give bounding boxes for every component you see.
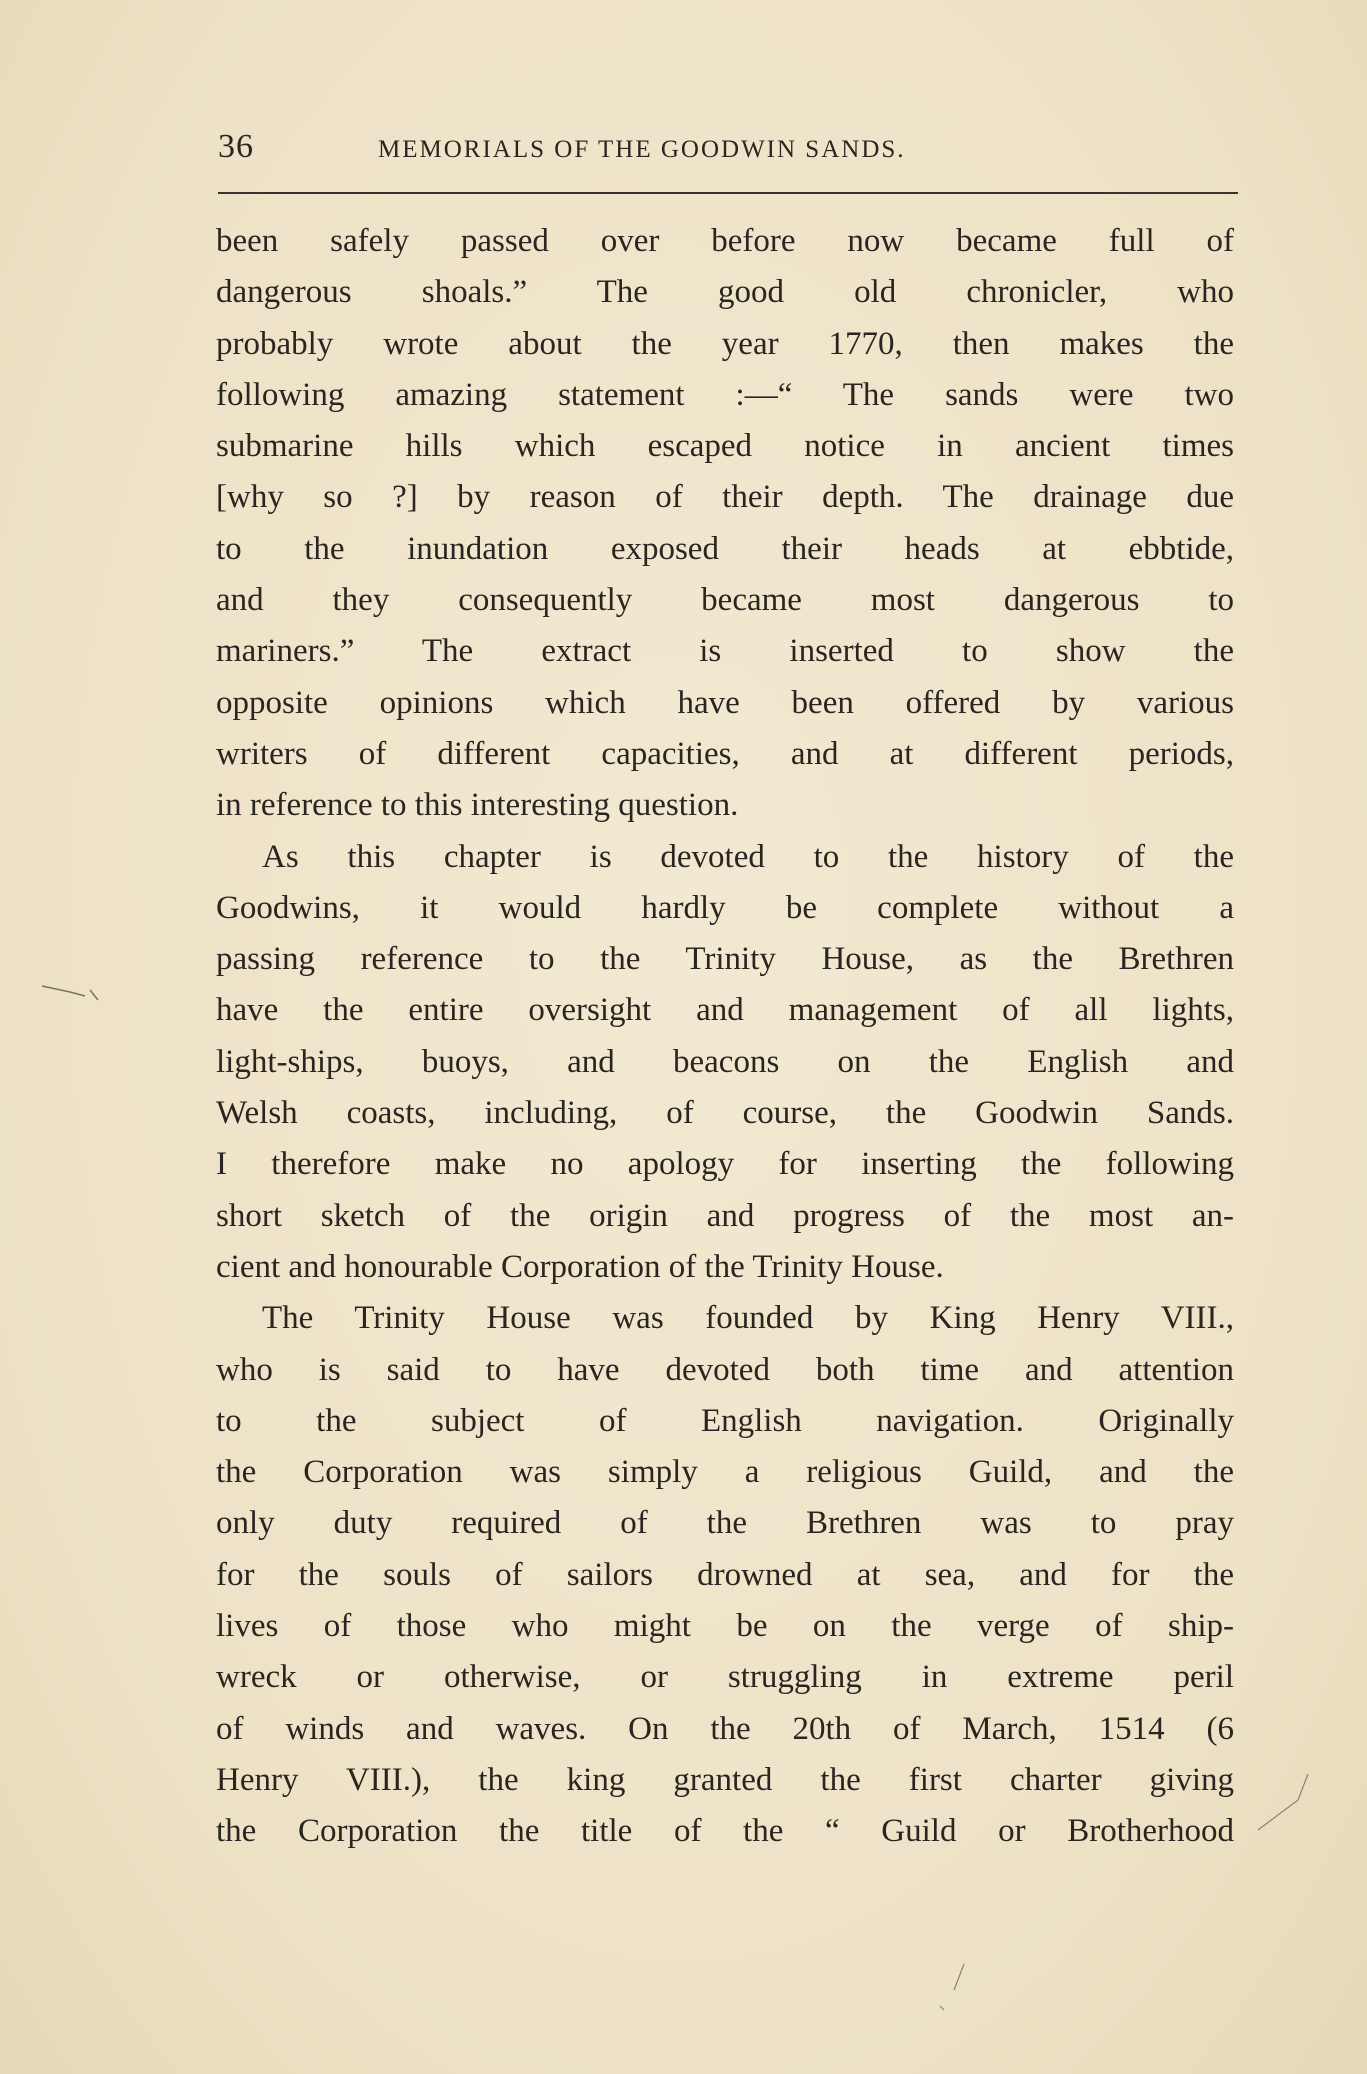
text-line: light-ships, buoys, and beacons on the English and — [216, 1043, 1234, 1080]
text-line: lives of those who might be on the verge of ship- — [216, 1608, 1234, 1645]
text-line: of winds and waves. On the 20th of March, 1514 (6 — [216, 1710, 1234, 1747]
text-line: opposite opinions which have been offered by various — [216, 684, 1234, 721]
text-line: dangerous shoals.” The good old chronicler, who — [216, 274, 1234, 311]
paragraph-start-line: The Trinity House was founded by King Henry VIII., — [262, 1300, 1234, 1337]
text-line: Henry VIII.), the king granted the first charter giving — [216, 1761, 1234, 1798]
pencil-mark-icon — [1248, 1770, 1318, 1840]
pencil-mark-icon — [930, 1960, 970, 2020]
text-line: I therefore make no apology for inserting the following — [216, 1146, 1234, 1183]
paragraph-start-line: As this chapter is devoted to the history of the — [262, 838, 1234, 875]
text-line: only duty required of the Brethren was to pray — [216, 1505, 1234, 1542]
text-line: following amazing statement :—“ The sands were two — [216, 376, 1234, 413]
text-line: submarine hills which escaped notice in ancient times — [216, 428, 1234, 465]
body-text — [216, 216, 1234, 1858]
text-line: wreck or otherwise, or struggling in extreme peril — [216, 1659, 1234, 1696]
text-line: in reference to this interesting question. — [216, 787, 739, 824]
text-line: writers of different capacities, and at different periods, — [216, 735, 1234, 772]
text-line: the Corporation was simply a religious Guild, and the — [216, 1454, 1234, 1491]
text-line: who is said to have devoted both time and attention — [216, 1351, 1234, 1388]
header-rule — [218, 192, 1238, 194]
text-line: mariners.” The extract is inserted to show the — [216, 633, 1234, 670]
page-number: 36 — [218, 128, 254, 165]
text-line: to the inundation exposed their heads at ebbtide, — [216, 530, 1234, 567]
page-header — [218, 128, 1238, 168]
running-title: MEMORIALS OF THE GOODWIN SANDS. — [378, 136, 906, 163]
text-line: [why so ?] by reason of their depth. The drainage due — [216, 479, 1234, 516]
text-line: been safely passed over before now became full of — [216, 223, 1234, 259]
text-line: and they consequently became most dangerous to — [216, 582, 1234, 619]
text-line: Welsh coasts, including, of course, the Goodwin Sands. — [216, 1095, 1234, 1132]
text-line: probably wrote about the year 1770, then makes the — [216, 325, 1234, 362]
text-line: the Corporation the title of the “ Guild or Brotherhood — [216, 1813, 1234, 1850]
text-line: Goodwins, it would hardly be complete without a — [216, 889, 1234, 926]
text-line: to the subject of English navigation. Originally — [216, 1402, 1234, 1439]
text-line: cient and honourable Corporation of the Trinity House. — [216, 1248, 944, 1285]
text-line: for the souls of sailors drowned at sea, and for the — [216, 1556, 1234, 1593]
text-line: short sketch of the origin and progress of the most an- — [216, 1197, 1234, 1234]
text-line: passing reference to the Trinity House, as the Brethren — [216, 941, 1234, 978]
text-line: have the entire oversight and management of all lights, — [216, 992, 1234, 1029]
pencil-mark-icon — [40, 980, 110, 1004]
